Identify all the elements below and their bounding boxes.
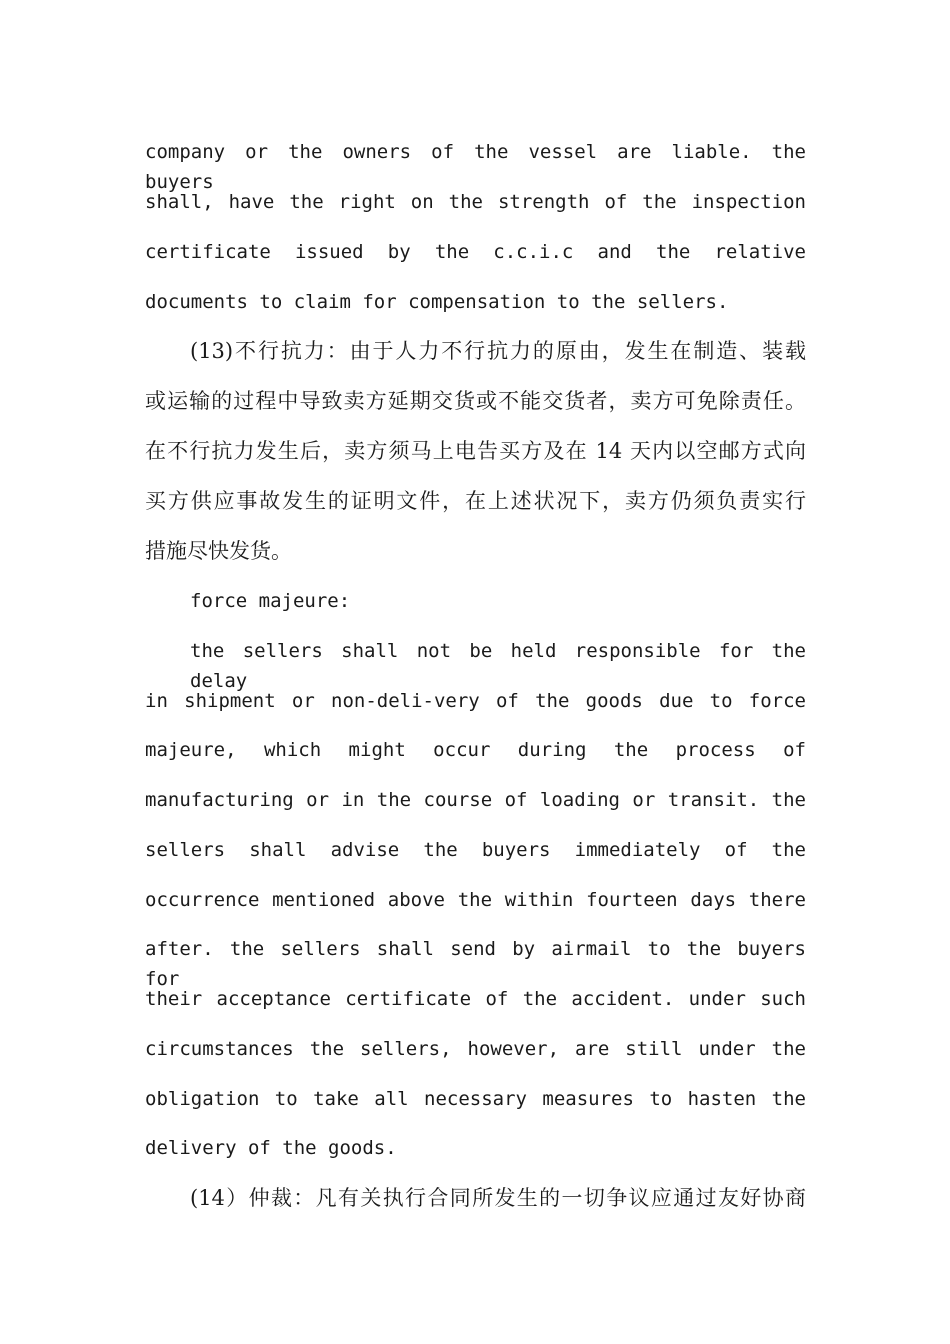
text-line: sellers shall advise the buyers immediately of the bbox=[145, 839, 806, 861]
text-line: certificate issued by the c.c.i.c and the relative bbox=[145, 241, 806, 263]
text-line: 在不行抗力发生后，卖方须马上电告买方及在 14 天内以空邮方式向 bbox=[145, 439, 806, 463]
text-line: company or the owners of the vessel are liable. the buyers bbox=[145, 141, 806, 193]
text-line: manufacturing or in the course of loading or transit. the bbox=[145, 789, 806, 811]
text-line: 买方供应事故发生的证明文件，在上述状况下，卖方仍须负责实行 bbox=[145, 489, 806, 513]
text-line: in shipment or non-deli-very of the goods due to force bbox=[145, 690, 806, 712]
text-line: 或运输的过程中导致卖方延期交货或不能交货者，卖方可免除责任。 bbox=[145, 389, 806, 413]
text-line: circumstances the sellers, however, are still under the bbox=[145, 1038, 806, 1060]
force-majeure-heading: force majeure: bbox=[190, 590, 351, 612]
text-line: majeure, which might occur during the process of bbox=[145, 739, 806, 761]
text-line: their acceptance certificate of the accident. under such bbox=[145, 988, 806, 1010]
text-line: documents to claim for compensation to the sellers. bbox=[145, 291, 729, 313]
text-line: obligation to take all necessary measures to hasten the bbox=[145, 1088, 806, 1110]
text-line: occurrence mentioned above the within fourteen days there bbox=[145, 889, 806, 911]
text-line: 措施尽快发货。 bbox=[145, 539, 292, 563]
text-line: after. the sellers shall send by airmail to the buyers for bbox=[145, 938, 806, 990]
text-line: shall, have the right on the strength of the inspection bbox=[145, 191, 806, 213]
clause-14-heading-line: (14）仲裁：凡有关执行合同所发生的一切争议应通过友好协商 bbox=[190, 1186, 806, 1210]
clause-13-heading-line: (13)不行抗力：由于人力不行抗力的原由，发生在制造、装载 bbox=[190, 339, 806, 363]
text-line: the sellers shall not be held responsible for the delay bbox=[190, 640, 806, 692]
text-line: delivery of the goods. bbox=[145, 1137, 397, 1159]
